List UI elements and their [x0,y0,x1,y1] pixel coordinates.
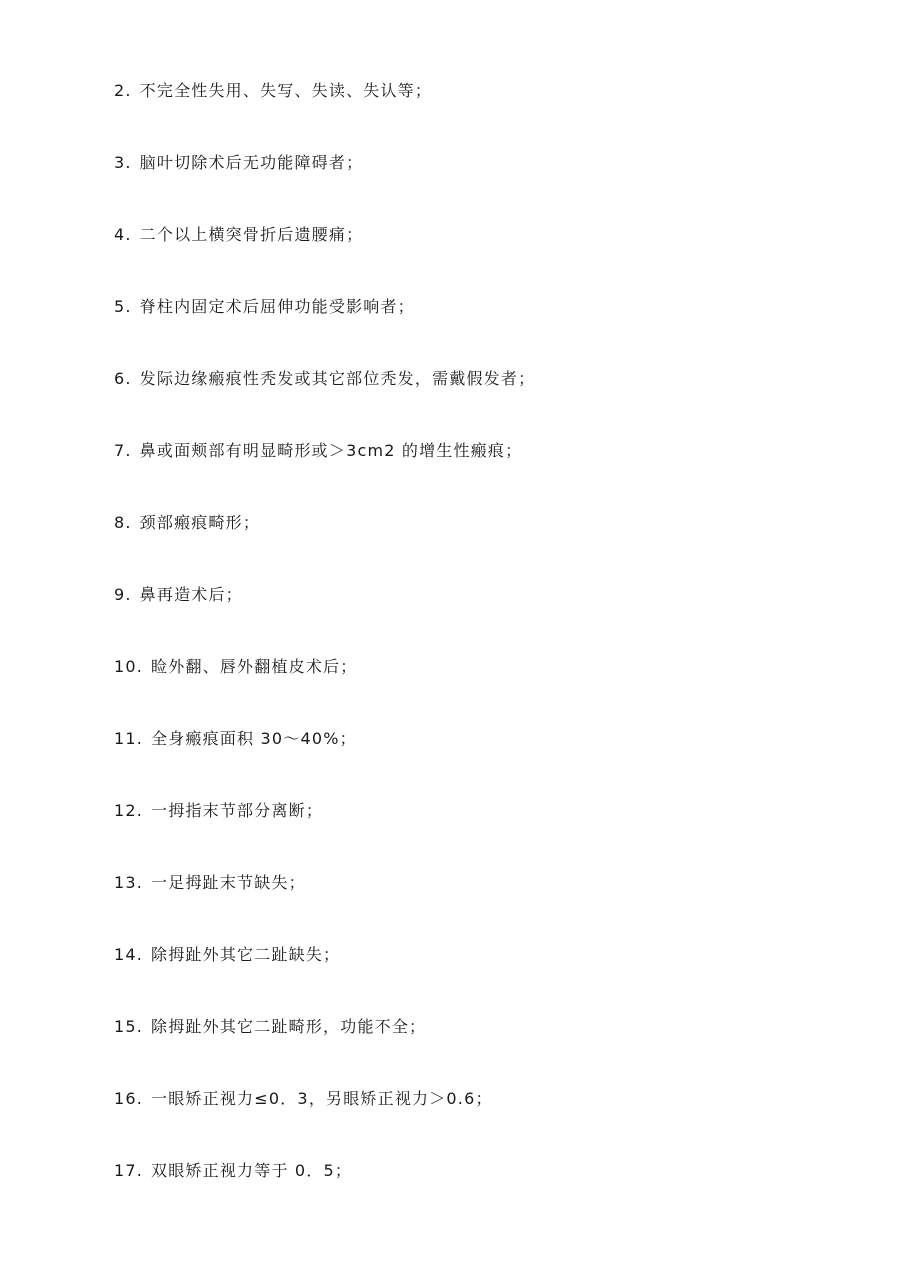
item-text: 鼻再造术后； [139,585,243,604]
item-number: 5. [114,297,132,316]
list-item [114,149,363,177]
item-text: 发际边缘瘢痕性秃发或其它部位秃发，需戴假发者； [139,369,536,388]
item-text: 鼻或面颊部有明显畸形或＞3cm2 的增生性瘢痕； [139,441,523,460]
list-item [114,797,323,825]
list-item [114,869,306,897]
item-text: 一足拇趾末节缺失； [151,873,306,892]
list-item [114,509,260,537]
list-item [114,941,340,969]
list-item [114,77,432,105]
item-text: 一眼矫正视力≤0．3，另眼矫正视力＞0.6； [151,1089,493,1108]
item-text: 双眼矫正视力等于 0．5； [151,1161,353,1180]
item-text: 睑外翻、唇外翻植皮术后； [151,657,358,676]
list-item [114,581,243,609]
item-number: 10. [114,657,144,676]
item-text: 颈部瘢痕畸形； [139,513,261,532]
list-item [114,725,357,753]
list-item [114,365,535,393]
list-item [114,1013,426,1041]
item-number: 15. [114,1017,144,1036]
item-number: 9. [114,585,132,604]
list-item [114,1157,352,1185]
item-text: 脑叶切除术后无功能障碍者； [139,153,364,172]
item-number: 3. [114,153,132,172]
list-item [114,221,363,249]
item-text: 脊柱内固定术后屈伸功能受影响者； [139,297,415,316]
item-number: 16. [114,1089,144,1108]
item-number: 4. [114,225,132,244]
item-number: 7. [114,441,132,460]
item-number: 14. [114,945,144,964]
item-number: 6. [114,369,132,388]
item-number: 13. [114,873,144,892]
item-number: 11. [114,729,144,748]
item-text: 全身瘢痕面积 30～40%； [151,729,357,748]
item-number: 12. [114,801,144,820]
item-text: 二个以上横突骨折后遗腰痛； [139,225,364,244]
list-item [114,437,522,465]
item-text: 除拇趾外其它二趾畸形，功能不全； [151,1017,427,1036]
item-text: 一拇指末节部分离断； [151,801,324,820]
list-item [114,293,415,321]
item-text: 除拇趾外其它二趾缺失； [151,945,341,964]
list-item [114,653,357,681]
list-item [114,1085,493,1113]
item-number: 2. [114,81,132,100]
item-text: 不完全性失用、失写、失读、失认等； [139,81,433,100]
item-number: 17. [114,1161,144,1180]
item-number: 8. [114,513,132,532]
